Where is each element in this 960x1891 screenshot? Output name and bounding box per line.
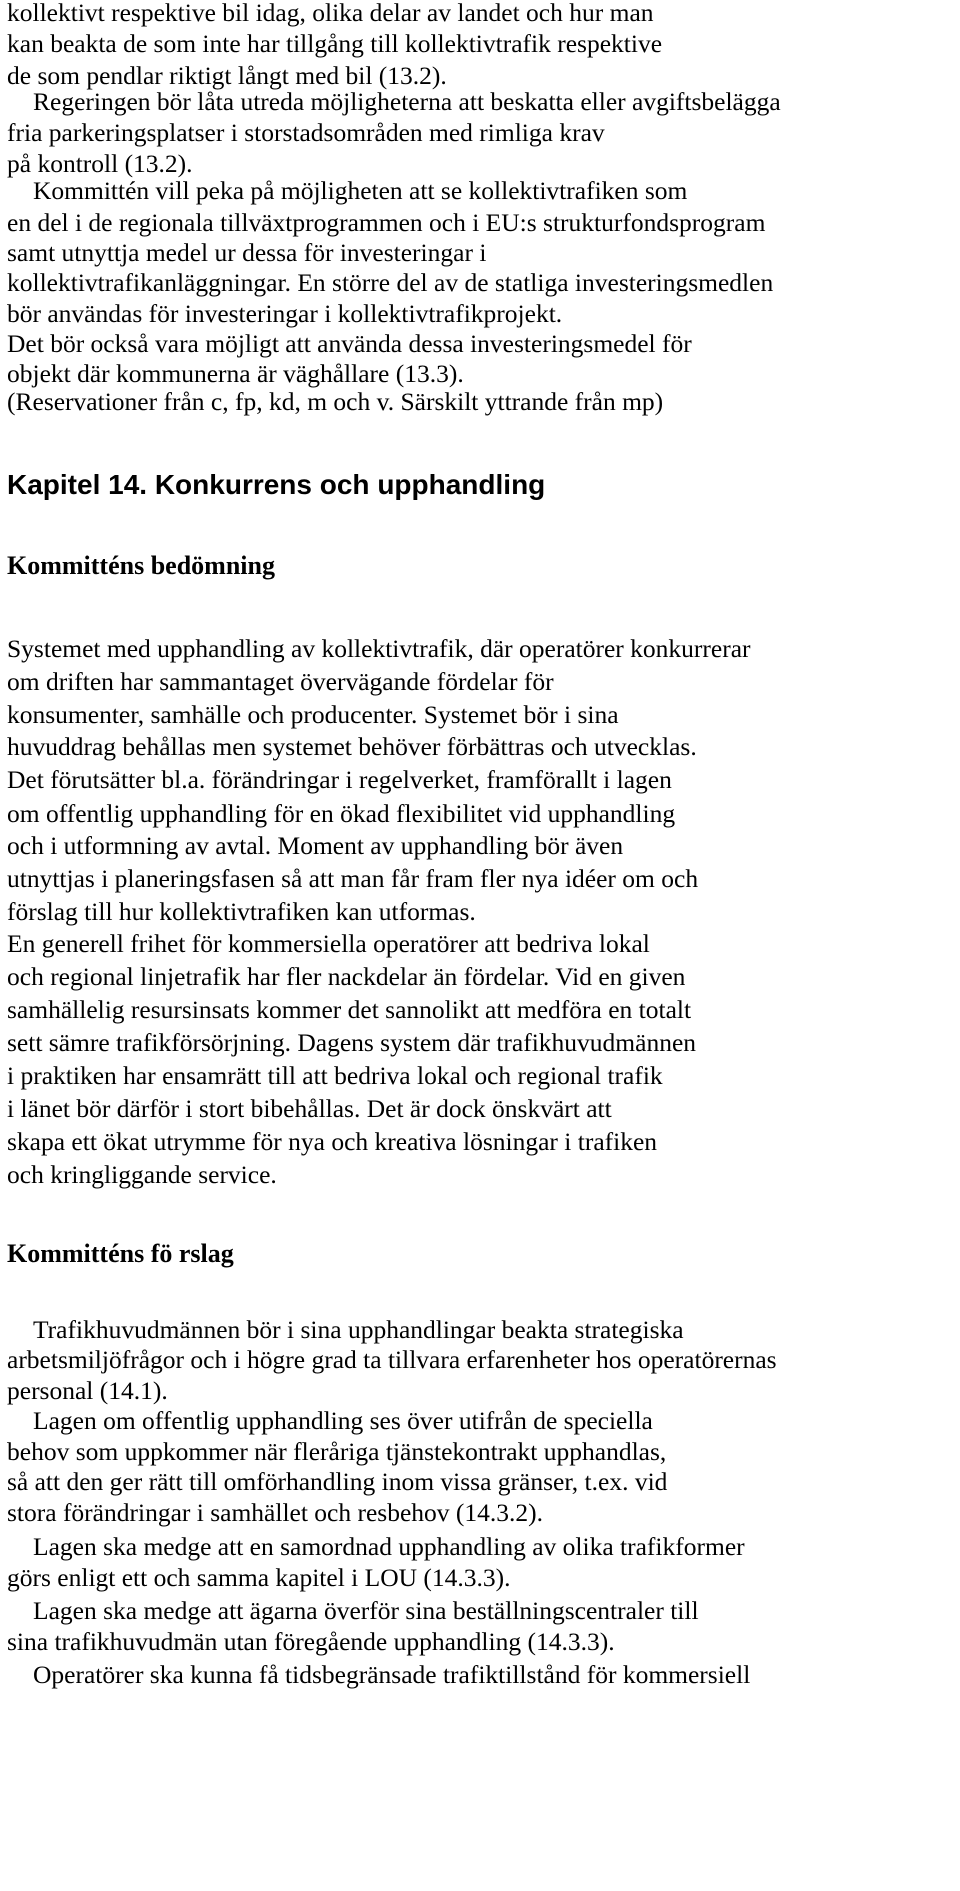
text-line: om driften har sammantaget övervägande fördelar för [7, 667, 554, 696]
text-line: Det förutsätter bl.a. förändringar i regelverket, framförallt i lagen [7, 765, 672, 794]
text-line: så att den ger rätt till omförhandling inom vissa gränser, t.ex. vid [7, 1467, 668, 1496]
text-line: Lagen ska medge att ägarna överför sina beställningscentraler till [33, 1596, 699, 1625]
chapter-heading: Kapitel 14. Konkurrens och upphandling [7, 469, 546, 500]
text-line: samt utnyttja medel ur dessa för investeringar i [7, 238, 487, 267]
text-line: förslag till hur kollektivtrafiken kan utformas. [7, 897, 476, 926]
text-line: stora förändringar i samhället och resbehov (14.3.2). [7, 1498, 544, 1527]
section-heading: Kommitténs fö rslag [7, 1239, 234, 1268]
text-line: på kontroll (13.2). [7, 149, 193, 178]
text-line: i länet bör därför i stort bibehållas. Det är dock önskvärt att [7, 1094, 612, 1123]
text-line: Regeringen bör låta utreda möjligheterna att beskatta eller avgiftsbelägga [33, 87, 781, 116]
text-line: och kringliggande service. [7, 1160, 277, 1189]
text-line: kan beakta de som inte har tillgång till kollektivtrafik respektive [7, 29, 663, 58]
text-line: Lagen ska medge att en samordnad upphandling av olika trafikformer [33, 1532, 745, 1561]
text-line: Det bör också vara möjligt att använda dessa investeringsmedel för [7, 329, 692, 358]
text-line: Systemet med upphandling av kollektivtrafik, där operatörer konkurrerar [7, 634, 751, 663]
text-line: om offentlig upphandling för en ökad flexibilitet vid upphandling [7, 799, 676, 828]
text-line: kollektivt respektive bil idag, olika delar av landet och hur man [7, 0, 654, 27]
text-line: personal (14.1). [7, 1376, 168, 1405]
text-line: behov som uppkommer när fleråriga tjänstekontrakt upphandlas, [7, 1437, 667, 1466]
text-line: konsumenter, samhälle och producenter. Systemet bör i sina [7, 700, 619, 729]
text-line: Trafikhuvudmännen bör i sina upphandlingar beakta strategiska [33, 1315, 684, 1344]
section-heading: Kommitténs bedömning [7, 551, 275, 580]
text-line: objekt där kommunerna är väghållare (13.3). [7, 359, 464, 388]
text-line: en del i de regionala tillväxtprogrammen och i EU:s strukturfondsprogram [7, 208, 766, 237]
text-line: bör användas för investeringar i kollektivtrafikprojekt. [7, 299, 563, 328]
text-line: Kommittén vill peka på möjligheten att se kollektivtrafiken som [33, 176, 688, 205]
text-line: fria parkeringsplatser i storstadsområden med rimliga krav [7, 118, 605, 147]
text-line: kollektivtrafikanläggningar. En större del av de statliga investeringsmedlen [7, 268, 774, 297]
text-line: och regional linjetrafik har fler nackdelar än fördelar. Vid en given [7, 962, 686, 991]
text-line: Operatörer ska kunna få tidsbegränsade trafiktillstånd för kommersiell [33, 1660, 751, 1689]
text-line: görs enligt ett och samma kapitel i LOU (14.3.3). [7, 1563, 511, 1592]
text-line: de som pendlar riktigt långt med bil (13.2). [7, 61, 447, 90]
text-line: (Reservationer från c, fp, kd, m och v. Särskilt yttrande från mp) [7, 387, 664, 416]
text-line: utnyttjas i planeringsfasen så att man får fram fler nya idéer om och [7, 864, 699, 893]
text-line: En generell frihet för kommersiella operatörer att bedriva lokal [7, 929, 650, 958]
text-line: arbetsmiljöfrågor och i högre grad ta tillvara erfarenheter hos operatörernas [7, 1345, 777, 1374]
text-line: och i utformning av avtal. Moment av upphandling bör även [7, 831, 624, 860]
text-line: huvuddrag behållas men systemet behöver förbättras och utvecklas. [7, 732, 697, 761]
text-line: sina trafikhuvudmän utan föregående upphandling (14.3.3). [7, 1627, 615, 1656]
text-line: samhällelig resursinsats kommer det sannolikt att medföra en totalt [7, 995, 692, 1024]
text-line: skapa ett ökat utrymme för nya och kreativa lösningar i trafiken [7, 1127, 658, 1156]
text-line: i praktiken har ensamrätt till att bedriva lokal och regional trafik [7, 1061, 663, 1090]
text-line: Lagen om offentlig upphandling ses över utifrån de speciella [33, 1406, 653, 1435]
text-line: sett sämre trafikförsörjning. Dagens system där trafikhuvudmännen [7, 1028, 697, 1057]
